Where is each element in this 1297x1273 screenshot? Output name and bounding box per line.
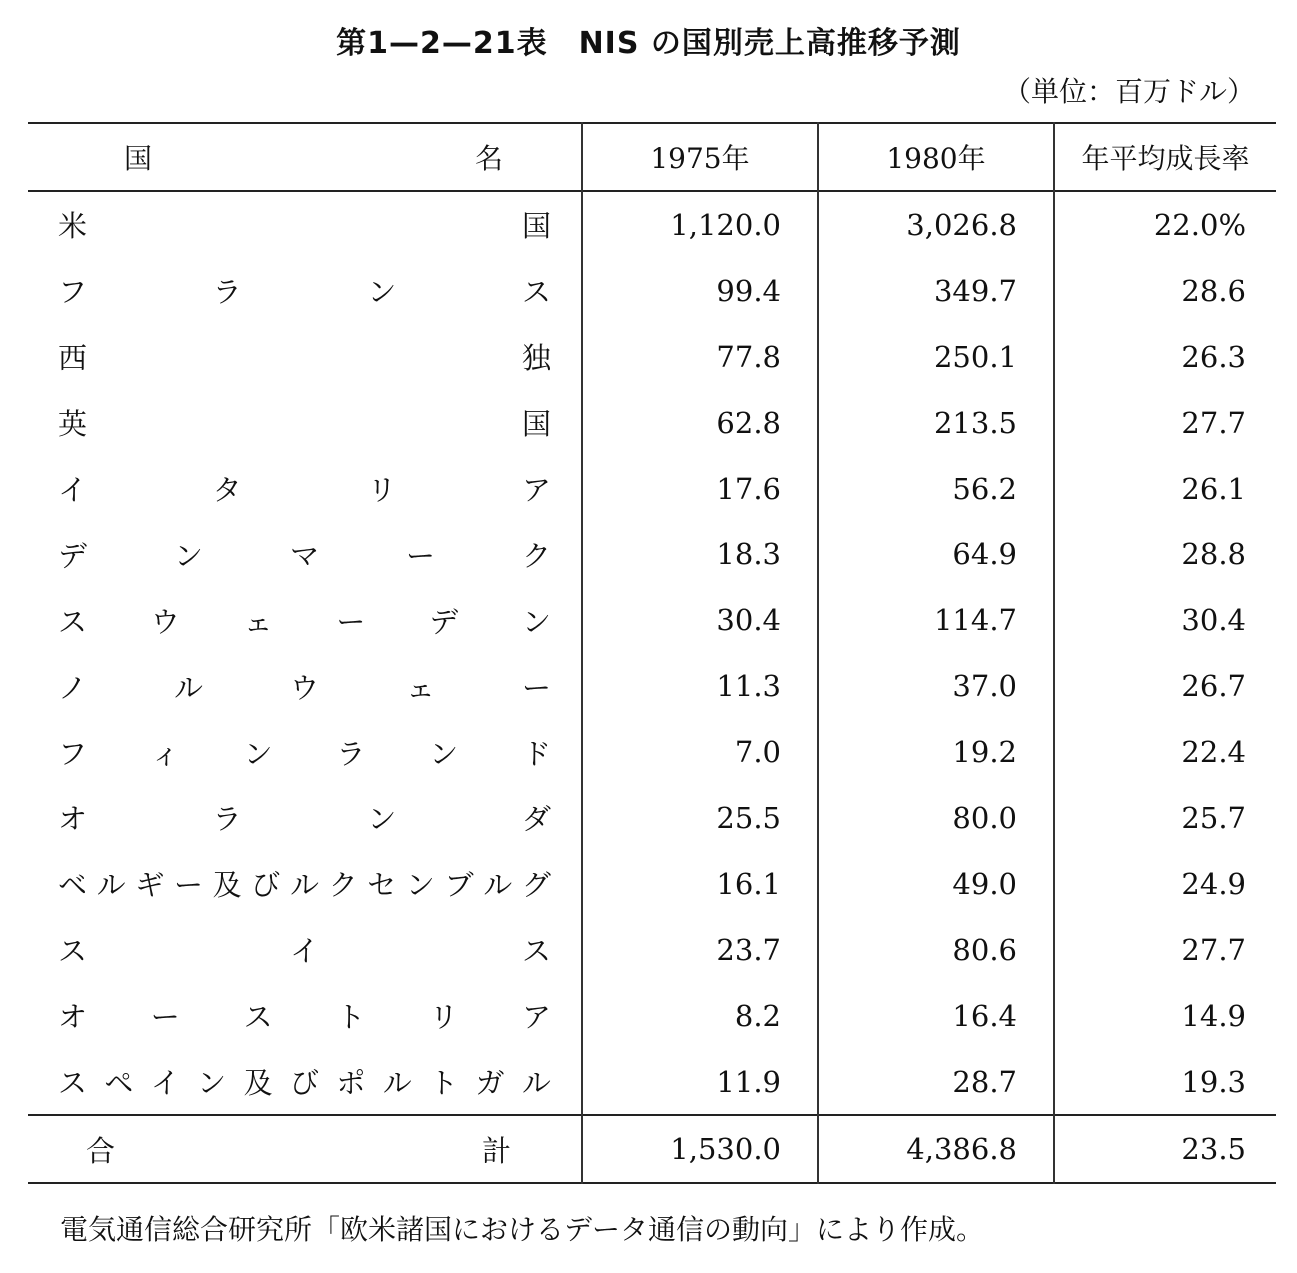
value-growth — [1054, 390, 1276, 456]
value-1980-text: 213.5 — [933, 405, 1017, 440]
country-name-char: ク — [328, 868, 358, 903]
value-1980 — [818, 851, 1054, 917]
country-name-char: ラ — [212, 802, 242, 837]
value-1980-text: 250.1 — [933, 339, 1017, 374]
country-name-char: ン — [521, 604, 551, 639]
value-growth — [1054, 324, 1276, 390]
value-1975-text: 30.4 — [716, 603, 781, 638]
value-growth — [1054, 653, 1276, 719]
header-name-char: 国 — [124, 142, 153, 175]
country-name-char: ェ — [243, 604, 273, 639]
value-growth — [1054, 521, 1276, 587]
country-name — [28, 917, 582, 983]
country-name-char: ラ — [336, 736, 366, 771]
value-growth — [1054, 191, 1276, 258]
value-1980-text: 28.7 — [952, 1064, 1017, 1099]
table-title: 第1—2—21表 NIS の国別売上高推移予測 — [336, 26, 961, 61]
value-1980 — [818, 1049, 1054, 1116]
value-growth-text: 19.3 — [1181, 1064, 1246, 1099]
country-name-char: ン — [367, 802, 397, 837]
value-growth-text: 26.1 — [1181, 471, 1246, 506]
table-row — [28, 390, 1276, 456]
value-1980-text: 19.2 — [952, 735, 1017, 770]
value-1975 — [582, 851, 818, 917]
value-1980-text: 80.0 — [952, 800, 1017, 835]
sales-table — [28, 122, 1276, 1184]
value-growth-text: 27.7 — [1181, 932, 1246, 967]
country-name-char: ィ — [150, 736, 180, 771]
total-name-char: 計 — [481, 1133, 511, 1168]
value-1980-text: 64.9 — [952, 537, 1017, 572]
country-name-char: リ — [429, 1000, 459, 1035]
value-1975 — [582, 324, 818, 390]
value-growth — [1054, 917, 1276, 983]
country-name-char: ド — [521, 736, 551, 771]
value-1975 — [582, 653, 818, 719]
country-name-char: ン — [429, 736, 459, 771]
header-1975: 1975年 — [582, 123, 818, 191]
header-1980: 1980年 — [818, 123, 1054, 191]
table-body — [28, 191, 1276, 1115]
value-1980-text: 49.0 — [952, 866, 1017, 901]
country-name-char: 国 — [521, 209, 551, 244]
country-name — [28, 521, 582, 587]
value-1975 — [582, 521, 818, 587]
value-1975-text: 17.6 — [716, 471, 781, 506]
country-name-char: ト — [429, 1066, 459, 1101]
value-1975 — [582, 587, 818, 653]
country-name-char: ト — [336, 1000, 366, 1035]
table-row — [28, 983, 1276, 1049]
country-name — [28, 653, 582, 719]
value-1980 — [818, 785, 1054, 851]
country-name-char: セ — [367, 868, 397, 903]
value-growth-text: 26.3 — [1181, 339, 1246, 374]
value-1980 — [818, 324, 1054, 390]
country-name-char: リ — [367, 473, 397, 507]
table-row — [28, 851, 1276, 917]
country-name-char: 独 — [521, 341, 551, 376]
table-row — [28, 917, 1276, 983]
country-name-char: ル — [521, 1066, 551, 1101]
country-name-char: イ — [58, 473, 88, 507]
value-growth-text: 28.6 — [1181, 273, 1246, 308]
country-name-char: ン — [367, 275, 397, 310]
country-name-char: ス — [58, 934, 88, 969]
header-growth: 年平均成長率 — [1054, 123, 1276, 191]
country-name-char: ー — [521, 670, 551, 705]
value-growth-text: 22.4 — [1181, 735, 1246, 770]
value-1980 — [818, 653, 1054, 719]
value-growth — [1054, 719, 1276, 785]
value-1975-text: 77.8 — [716, 339, 781, 374]
value-1975 — [582, 785, 818, 851]
country-name-char: オ — [58, 802, 88, 837]
value-growth-text: 24.9 — [1181, 866, 1246, 901]
value-1980 — [818, 587, 1054, 653]
country-name-char: ー — [150, 1000, 180, 1035]
country-name-char: ブ — [444, 868, 474, 903]
country-name-char: ル — [289, 868, 319, 903]
country-name-char: ー — [405, 538, 435, 573]
value-growth-text: 30.4 — [1181, 603, 1246, 638]
value-1975-text: 23.7 — [716, 932, 781, 967]
country-name-char: 及 — [212, 868, 242, 903]
value-1975-text: 11.3 — [716, 669, 781, 704]
country-name-char: 国 — [521, 407, 551, 442]
value-growth-text: 26.7 — [1181, 669, 1246, 704]
value-1975-text: 1,120.0 — [670, 207, 781, 242]
country-name-char: タ — [212, 473, 242, 507]
country-name-char: ン — [197, 1066, 227, 1101]
country-name-char: オ — [58, 1000, 88, 1035]
country-name-char: ス — [521, 275, 551, 310]
value-1975 — [582, 456, 818, 522]
country-name-char: ス — [58, 1066, 88, 1101]
country-name-char: ラ — [212, 275, 242, 310]
table-row — [28, 1049, 1276, 1116]
country-name — [28, 983, 582, 1049]
total-row — [28, 1115, 1276, 1183]
value-1975-text: 25.5 — [716, 800, 781, 835]
country-name-char: デ — [58, 538, 88, 573]
value-growth-text: 25.7 — [1181, 800, 1246, 835]
table-row — [28, 191, 1276, 258]
value-1980 — [818, 521, 1054, 587]
country-name-char: グ — [521, 868, 551, 903]
value-1980-text: 16.4 — [952, 998, 1017, 1033]
value-1975 — [582, 917, 818, 983]
value-growth — [1054, 983, 1276, 1049]
country-name-char: ー — [336, 604, 366, 639]
total-1980: 4,386.8 — [818, 1115, 1054, 1183]
country-name-char: ウ — [289, 670, 319, 705]
value-growth — [1054, 258, 1276, 324]
country-name — [28, 324, 582, 390]
value-1980 — [818, 719, 1054, 785]
value-growth — [1054, 456, 1276, 522]
value-1975 — [582, 191, 818, 258]
country-name-char: ン — [243, 736, 273, 771]
country-name — [28, 851, 582, 917]
country-name — [28, 1049, 582, 1116]
value-1975-text: 18.3 — [716, 537, 781, 572]
value-1980-text: 349.7 — [933, 273, 1017, 308]
value-1975-text: 62.8 — [716, 405, 781, 440]
country-name-char: ン — [173, 538, 203, 573]
country-name-char: ノ — [58, 670, 88, 705]
country-name-char: マ — [289, 538, 319, 573]
value-1975 — [582, 983, 818, 1049]
table-row — [28, 587, 1276, 653]
country-name — [28, 258, 582, 324]
country-name — [28, 785, 582, 851]
value-1980 — [818, 390, 1054, 456]
country-name-char: ウ — [150, 604, 180, 639]
value-growth-text: 22.0 — [1153, 207, 1219, 242]
country-name-char: ク — [521, 538, 551, 573]
country-name-char: ポ — [336, 1066, 366, 1101]
country-name-char: ベ — [58, 868, 88, 903]
value-1980-text: 56.2 — [952, 471, 1017, 506]
value-growth-text: 28.8 — [1181, 537, 1246, 572]
country-name-char: ル — [483, 868, 513, 903]
country-name — [28, 390, 582, 456]
country-name-char: イ — [289, 934, 319, 969]
country-name-char: ェ — [405, 670, 435, 705]
table-row — [28, 456, 1276, 522]
country-name — [28, 456, 582, 522]
country-name-char: ペ — [104, 1066, 134, 1101]
table-row — [28, 258, 1276, 324]
country-name-char: 英 — [58, 407, 88, 442]
value-1980 — [818, 191, 1054, 258]
total-1975: 1,530.0 — [582, 1115, 818, 1183]
value-growth — [1054, 1049, 1276, 1116]
value-1980-text: 80.6 — [952, 932, 1017, 967]
value-1975-text: 7.0 — [734, 735, 781, 770]
country-name-char: ル — [382, 1066, 412, 1101]
country-name-char: ス — [521, 934, 551, 969]
country-name-char: ガ — [475, 1066, 505, 1101]
value-1980 — [818, 258, 1054, 324]
country-name-char: ギ — [135, 868, 165, 903]
value-1975 — [582, 1049, 818, 1116]
value-1975 — [582, 390, 818, 456]
country-name — [28, 191, 582, 258]
header-name-char: 名 — [474, 142, 503, 175]
value-growth-text: 27.7 — [1181, 405, 1246, 440]
country-name-char: ー — [173, 868, 203, 903]
country-name-char: び — [289, 1066, 319, 1101]
value-1975-text: 8.2 — [734, 998, 781, 1033]
country-name — [28, 719, 582, 785]
percent-unit: % — [1218, 207, 1246, 242]
value-1980 — [818, 917, 1054, 983]
table-row — [28, 324, 1276, 390]
country-name-char: フ — [58, 275, 88, 310]
value-growth — [1054, 587, 1276, 653]
country-name-char: ス — [58, 604, 88, 639]
country-name-char: び — [251, 868, 281, 903]
country-name-char: ア — [521, 473, 551, 507]
country-name-char: 及 — [243, 1066, 273, 1101]
country-name — [28, 587, 582, 653]
country-name-char: 米 — [58, 209, 88, 244]
country-name-char: イ — [150, 1066, 180, 1101]
value-1975-text: 11.9 — [716, 1064, 781, 1099]
value-1980 — [818, 983, 1054, 1049]
unit-label: （単位：百万ドル） — [1002, 75, 1255, 108]
table-row — [28, 521, 1276, 587]
country-name-char: 西 — [58, 341, 88, 376]
country-name-char: ス — [243, 1000, 273, 1035]
value-growth — [1054, 785, 1276, 851]
value-growth — [1054, 851, 1276, 917]
source-note: 電気通信総合研究所「欧米諸国におけるデータ通信の動向」により作成。 — [60, 1213, 985, 1246]
country-name-char: ダ — [521, 802, 551, 837]
value-1980 — [818, 456, 1054, 522]
table-row — [28, 785, 1276, 851]
header-country-name — [28, 123, 582, 191]
table-row — [28, 653, 1276, 719]
country-name-char: ル — [96, 868, 126, 903]
value-1975-text: 16.1 — [716, 866, 781, 901]
table-row — [28, 719, 1276, 785]
total-growth: 23.5 — [1054, 1115, 1276, 1183]
country-name-char: ン — [405, 868, 435, 903]
value-1980-text: 114.7 — [933, 603, 1017, 638]
country-name-char: ア — [521, 1000, 551, 1035]
value-growth-text: 14.9 — [1181, 998, 1246, 1033]
total-label — [28, 1115, 582, 1183]
value-1980-text: 37.0 — [952, 669, 1017, 704]
value-1975 — [582, 258, 818, 324]
country-name-char: ル — [173, 670, 203, 705]
value-1975 — [582, 719, 818, 785]
country-name-char: フ — [58, 736, 88, 771]
country-name-char: デ — [429, 604, 459, 639]
value-1980-text: 3,026.8 — [906, 207, 1017, 242]
value-1975-text: 99.4 — [716, 273, 781, 308]
total-name-char: 合 — [86, 1133, 116, 1168]
header-row — [28, 123, 1276, 191]
